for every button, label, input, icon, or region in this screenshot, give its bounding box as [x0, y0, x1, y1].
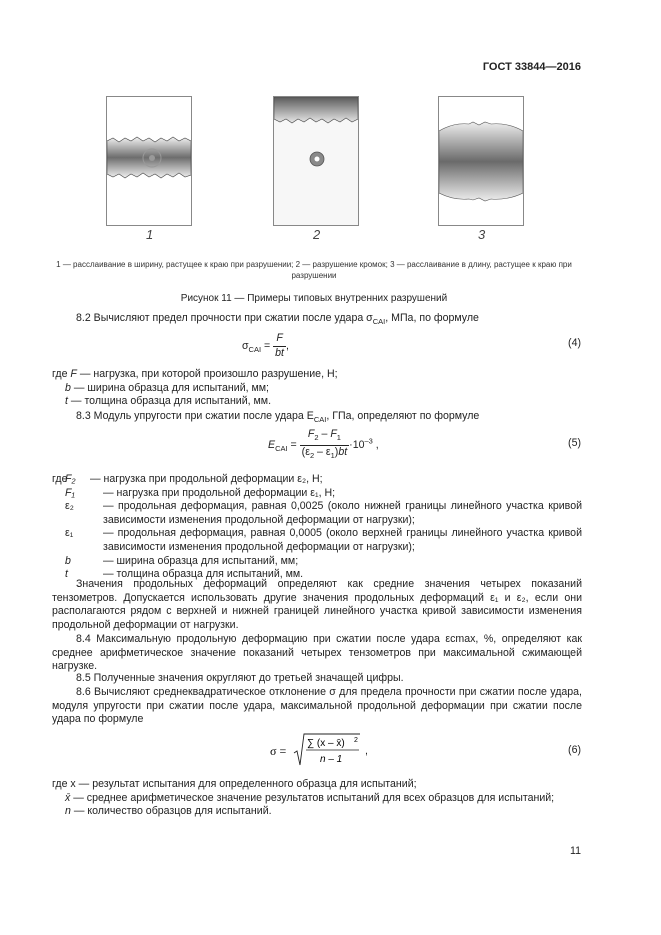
section-8-3-definitions: где F₂ — нагрузка при продольной деформации ε₂, Н; F₁ — нагрузка при продольной деформации ε₁, Н; ε₂ — продольная деформация, равная 0,0025 (около нижней границы линейного участка кривой зависимости изменения продольной деформации от нагрузки); ε₁ — продольная деформация, равная 0,0005 (около верхней границы линейного участка кривой зависимости изменения продольной деформации от нагрузки); b — ширина образца для испытаний, мм; t — толщина образца для испытаний, мм.: [52, 473, 582, 581]
page-number: 11: [570, 845, 581, 857]
figure-1-number: 1: [146, 227, 154, 242]
figure-3-delamination-length: [438, 96, 524, 226]
figure-1-delamination-width: [106, 96, 192, 226]
figure-2-edge-failure: [273, 96, 359, 226]
formula-5: $E_{CAI}$ = $\frac{F_2 - F_1}{(\varepsilon_2 - \varepsilon_1)bt}$ $\cdot 10^{-3}$ ,: [268, 428, 379, 460]
svg-text:n – 1: n – 1: [320, 754, 343, 765]
equation-number-4: (4): [568, 337, 581, 349]
section-8-2-intro: 8.2 Вычисляют предел прочности при сжатии после удара $\sigma_{CAI}$, МПа, по формуле: [76, 312, 479, 327]
formula-4: $\sigma_{CAI}$ = $\frac{F}{bt}$ ,: [242, 332, 289, 359]
equation-number-5: (5): [568, 437, 581, 449]
section-8-5: 8.5 Полученные значения округляют до третьей значащей цифры.: [76, 672, 404, 684]
figure-caption: 1 — расслаивание в ширину, растущее к краю при разрушении; 2 — разрушение кромок; 3 — расслаивание в длину, растущее к краю при разрушении: [56, 260, 572, 280]
section-8-3-paragraph: Значения продольных деформаций определяют как средние значения четырех показаний тензометров. Допускается использовать другие значения продольных деформаций ε₁ и ε₂, если они располагаются рядом с верхней и нижней границей линейного участка кривой зависимости изменения продольной деформации от нагрузки.: [52, 578, 582, 631]
section-8-6-intro: 8.6 Вычисляют среднеквадратическое отклонение σ для предела прочности при сжатии после удара, модуля упругости при сжатии после удара, максимальной продольной деформации при сжатии после удара по формуле: [52, 686, 582, 726]
figure-3-number: 3: [478, 227, 486, 242]
section-8-4: 8.4 Максимальную продольную деформацию при сжатии после удара εcmax, %, определяют как среднее арифметическое значение показаний четырех тензометров при максимальной сжимающей нагрузке.: [52, 633, 582, 673]
section-8-6-definitions: где x — результат испытания для определенного образца для испытаний; x̄ — среднее арифметическое значение результатов испытаний для всех образцов для испытаний; n — количество образцов для испытаний.: [52, 778, 555, 818]
section-8-3-intro: 8.3 Модуль упругости при сжатии после удара $E_{CAI}$, ГПа, определяют по формуле: [76, 410, 480, 425]
document-id: ГОСТ 33844—2016: [482, 61, 581, 73]
formula-6: σ = ∑ (x – x̄) 2 n – 1 ,: [270, 731, 368, 771]
section-8-2-definitions: где F — нагрузка, при которой произошло разрушение, Н; b — ширина образца для испытаний, мм; t — толщина образца для испытаний, мм.: [52, 368, 338, 408]
figure-2-number: 2: [313, 227, 321, 242]
equation-number-6: (6): [568, 744, 581, 756]
svg-text:σ =: σ =: [270, 744, 287, 758]
figure-title: Рисунок 11 — Примеры типовых внутренних разрушений: [180, 293, 448, 304]
svg-text:2: 2: [354, 737, 358, 744]
svg-text:∑ (x – x̄): ∑ (x – x̄): [307, 738, 345, 749]
